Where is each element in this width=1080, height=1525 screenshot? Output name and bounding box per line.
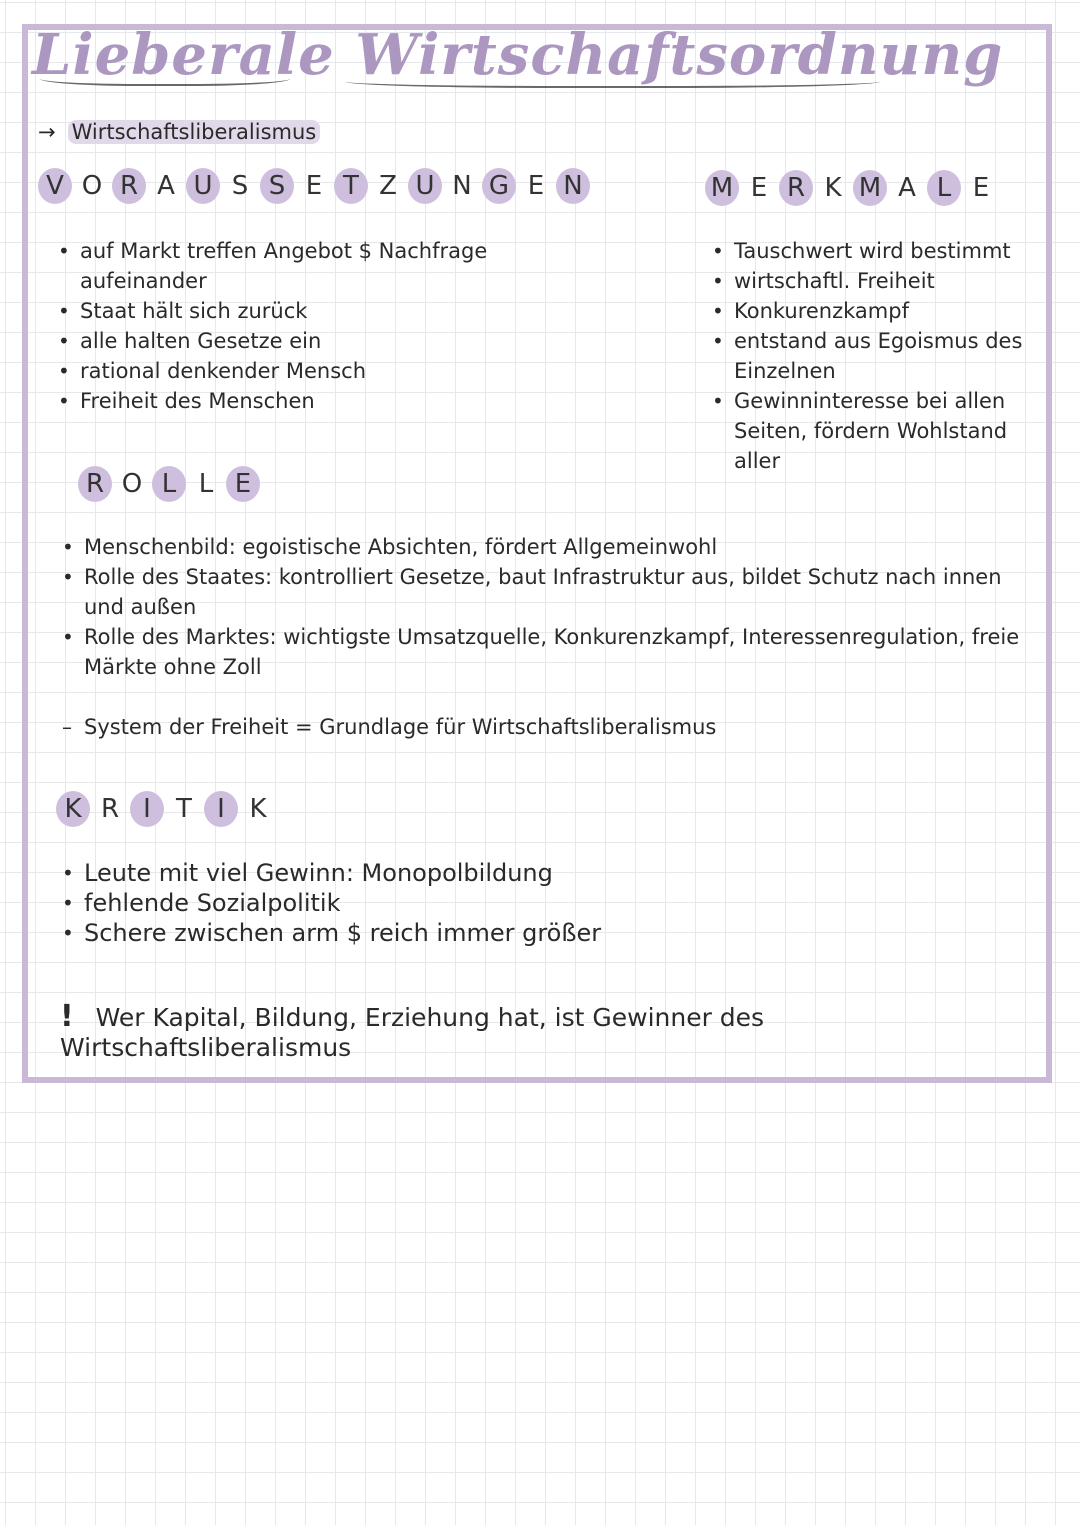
heading-letter: L (152, 466, 186, 502)
list-item: • Tauschwert wird bestimmt (712, 236, 1042, 266)
heading-letter: U (408, 168, 442, 204)
heading-kritik (56, 791, 275, 827)
page-title: Lieberale Wirtschaftsordnung (32, 22, 1004, 88)
heading-letter: T (176, 794, 192, 824)
heading-letter: G (482, 168, 516, 204)
rolle-summary (62, 712, 962, 742)
heading-letter: M (853, 170, 887, 206)
heading-letter: S (260, 168, 294, 204)
list-item: • alle halten Gesetze ein (58, 326, 598, 356)
heading-letter: L (198, 469, 214, 499)
heading-letter: R (100, 794, 120, 824)
heading-letter: I (130, 791, 164, 827)
list-item: • Staat hält sich zurück (58, 296, 598, 326)
heading-letter: E (527, 171, 545, 201)
voraussetzungen-list (58, 236, 598, 416)
heading-letter: O (81, 171, 103, 201)
heading-letter: K (249, 794, 267, 824)
list-item: • Leute mit viel Gewinn: Monopolbildung (62, 858, 822, 888)
list-item: • Menschenbild: egoistische Absichten, fördert Allgemeinwohl (62, 532, 1032, 562)
conclusion-text: Wer Kapital, Bildung, Erziehung hat, ist Gewinner des Wirtschaftsliberalismus (60, 1003, 765, 1062)
list-item: • Konkurenzkampf (712, 296, 1042, 326)
heading-letter: V (38, 168, 72, 204)
heading-letter: K (824, 173, 842, 203)
subtitle-text: Wirtschaftsliberalismus (68, 120, 321, 144)
title-underline-left (40, 68, 290, 86)
heading-letter: O (121, 469, 143, 499)
heading-letter: I (204, 791, 238, 827)
exclamation-icon: ! (60, 999, 74, 1034)
merkmale-list (712, 236, 1042, 476)
heading-letter: N (556, 168, 590, 204)
heading-letter: T (334, 168, 368, 204)
list-item: • Rolle des Marktes: wichtigste Umsatzquelle, Konkurenzkampf, Interessenregulation, freie Märkte ohne Zoll (62, 622, 1032, 682)
heading-letter: N (452, 171, 472, 201)
subtitle (38, 120, 320, 144)
list-item: • fehlende Sozialpolitik (62, 888, 822, 918)
list-item: • Freiheit des Menschen (58, 386, 598, 416)
heading-letter: R (112, 168, 146, 204)
heading-letter: Z (379, 171, 397, 201)
heading-letter: M (705, 170, 739, 206)
heading-letter: S (231, 171, 249, 201)
list-item: • entstand aus Egoismus des Einzelnen (712, 326, 1042, 386)
heading-letter: E (750, 173, 768, 203)
list-item: • Gewinninteresse bei allen Seiten, fördern Wohlstand aller (712, 386, 1042, 476)
heading-voraussetzungen (38, 168, 590, 204)
heading-letter: A (157, 171, 175, 201)
list-item: • wirtschaftl. Freiheit (712, 266, 1042, 296)
heading-letter: E (972, 173, 990, 203)
list-item: • Rolle des Staates: kontrolliert Gesetze, baut Infrastruktur aus, bildet Schutz nach innen und außen (62, 562, 1032, 622)
list-item: – System der Freiheit = Grundlage für Wirtschaftsliberalismus (62, 712, 962, 742)
arrow-right-icon: → (38, 120, 56, 144)
list-item: • Schere zwischen arm $ reich immer größer (62, 918, 822, 948)
heading-letter: K (56, 791, 90, 827)
heading-letter: A (898, 173, 916, 203)
heading-letter: U (186, 168, 220, 204)
title-underline-right (345, 72, 880, 88)
list-item: • rational denkender Mensch (58, 356, 598, 386)
heading-merkmale (705, 170, 998, 206)
heading-letter: E (305, 171, 323, 201)
heading-letter: E (226, 466, 260, 502)
heading-letter: R (78, 466, 112, 502)
heading-letter: R (779, 170, 813, 206)
list-item: • auf Markt treffen Angebot $ Nachfrage aufeinander (58, 236, 598, 296)
heading-letter: L (927, 170, 961, 206)
kritik-list (62, 858, 822, 948)
conclusion (60, 999, 880, 1063)
heading-rolle (78, 466, 260, 502)
rolle-list (62, 532, 1032, 682)
